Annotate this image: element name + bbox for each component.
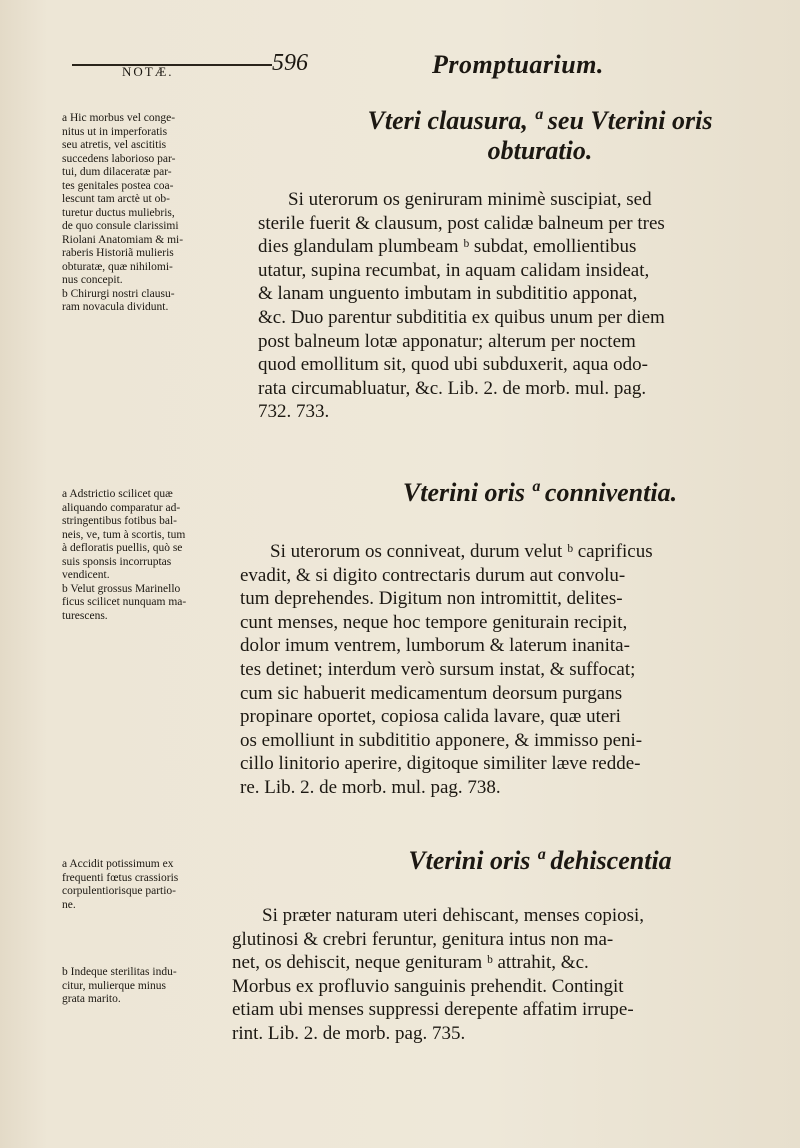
note-line: grata marito. [62,993,121,1005]
note-line: Riolani Anatomiam & mi- [62,233,184,246]
note-line: ne. [62,898,76,911]
body-line: tum deprehendes. Digitum non intromittit, delites- [240,588,623,610]
section-2-body [240,540,770,800]
body-line: os emolliunt in subdititio apponere, & immisso peni- [240,729,643,751]
note-line: a Adstrictio scilicet quæ [62,488,173,500]
body-line: re. Lib. 2. de morb. mul. pag. 738. [240,776,501,798]
body-line: dies glandulam plumbeam ᵇ subdat, emollientibus [258,236,637,258]
notae-label: NOTÆ. [122,64,174,79]
note-line: stringentibus fotibus bal- [62,515,177,527]
note-line: à defloratis puellis, quò se [62,542,183,554]
note-line: succedens laborioso par- [62,152,176,165]
body-line: post balneum lotæ apponatur; alterum per noctem [258,330,636,352]
note-line: raberis Historiã mulieris [62,247,174,259]
note-line: frequenti fœtus crassioris [62,871,179,884]
note-line: vendicent. [62,569,110,581]
body-line: net, os dehiscit, neque genituram ᵇ attrahit, &c. [232,952,589,974]
body-line: rint. Lib. 2. de morb. pag. 735. [232,1022,466,1044]
body-line: utatur, supina recumbat, in aquam calidam insideat, [258,259,650,281]
note-line: tes genitales postea coa- [62,179,174,192]
body-line: &c. Duo parentur subdititia ex quibus unum per diem [258,306,665,328]
body-line: evadit, & si digito contrectaris durum aut convolu- [240,564,626,586]
note-line: b Velut grossus Marinello [62,582,181,595]
body-line: Si præter naturam uteri dehiscant, menses copiosi, [262,905,645,926]
body-line: 732. 733. [258,401,330,423]
section-1-title-line1: Vteri clausura, ª seu Vterini oris [367,106,713,135]
section-2-title-line1: Vterini oris ª conniventia. [402,478,678,507]
section-1-title-line2: obturatio. [487,136,593,165]
note-line: lescunt tam arctè ut ob- [62,193,170,205]
note-line: nitus ut in imperforatis [62,125,168,138]
body-line: tes detinet; interdum verò sursum instat, & suffocat; [240,658,636,680]
note-line: seu atretis, vel ascititis [62,139,167,151]
body-line: Morbus ex profluvio sanguinis prehendit. Contingit [232,975,624,997]
section-2-title [300,478,780,508]
section-1-body [258,188,788,424]
page-number: 596 [272,50,308,76]
note-line: ram novacula dividunt. [62,301,169,313]
note-line: de quo consule clarissimi [62,220,179,232]
note-line: a Hic morbus vel conge- [62,112,176,124]
note-line: ficus scilicet nunquam ma- [62,596,187,608]
body-line: cunt menses, neque hoc tempore geniturain recipit, [240,611,628,633]
body-line: dolor imum ventrem, lumborum & laterum inanita- [240,635,630,657]
note-line: citur, mulierque minus [62,979,166,992]
section-3-body [232,904,762,1046]
note-line: turescens. [62,609,108,622]
note-line: b Indeque sterilitas indu- [62,966,177,978]
body-line: etiam ubi menses suppressi derepente affatim irrupe- [232,999,634,1021]
body-line: Si uterorum os geniruram minimè suscipiat, sed [288,189,652,210]
note-line: corpulentiorisque partio- [62,885,177,897]
note-line: nus concepit. [62,274,123,286]
note-line: b Chirurgi nostri clausu- [62,287,175,300]
running-title: Promptuarium. [432,50,604,79]
section-3-title [300,846,780,876]
note-line: a Accidit potissimum ex [62,858,174,870]
body-line: propinare oportet, copiosa calida lavare, quæ uteri [240,706,621,728]
note-line: obturatæ, quæ nihilomi- [62,260,173,273]
note-line: neis, ve, tum à scortis, tum [62,528,186,541]
body-line: rata circumabluatur, &c. Lib. 2. de morb. mul. pag. [258,377,647,399]
body-line: & lanam unguento imbutam in subdititio apponat, [258,283,638,305]
note-line: aliquando comparatur ad- [62,501,181,514]
body-line: glutinosi & crebri feruntur, genitura intus non ma- [232,928,614,950]
body-line: cillo linitorio aperire, digitoque similiter læve redde- [240,753,641,775]
notae-header [72,58,272,82]
note-line: tui, dum dilaceratæ par- [62,166,172,178]
section-3-title-line1: Vterini oris ª dehiscentia [408,846,672,875]
note-line: suis sponsis incorruptas [62,555,172,568]
note-line: turetur ductus muliebris, [62,206,175,219]
section-1-title [300,106,780,166]
body-line: Si uterorum os conniveat, durum velut ᵇ caprificus [270,541,653,562]
body-line: sterile fuerit & clausum, post calidæ balneum per tres [258,212,665,234]
body-line: quod emollitum sit, quod ubi subduxerit, aqua odo- [258,354,648,376]
section-1-notes [62,112,272,315]
body-line: cum sic habuerit medicamentum deorsum purgans [240,682,623,704]
